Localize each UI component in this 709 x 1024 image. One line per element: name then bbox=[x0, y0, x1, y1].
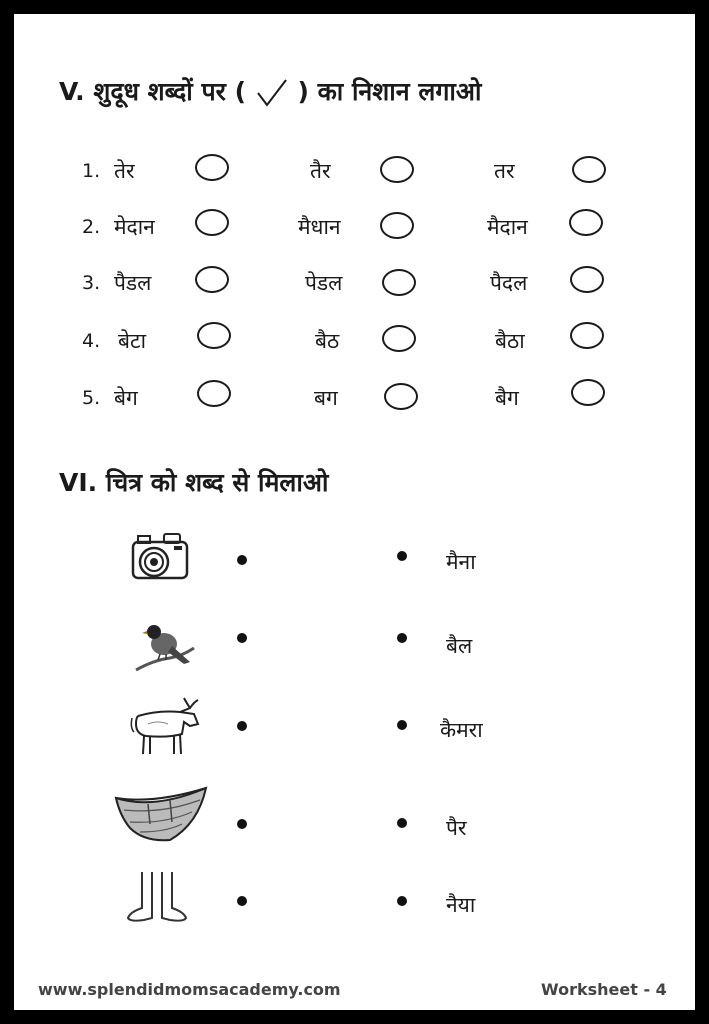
option-word: पेडल bbox=[305, 271, 343, 295]
ox-icon bbox=[128, 694, 206, 758]
answer-circle[interactable] bbox=[570, 266, 604, 293]
option-word: बैठ bbox=[315, 329, 340, 353]
match-dot-left[interactable] bbox=[237, 555, 247, 565]
option-word: मैदान bbox=[487, 215, 528, 239]
option-word: बग bbox=[314, 386, 338, 410]
match-dot-right[interactable] bbox=[397, 551, 407, 561]
footer-website: www.splendidmomsacademy.com bbox=[38, 980, 341, 999]
match-dot-left[interactable] bbox=[237, 896, 247, 906]
option-word: तर bbox=[494, 159, 515, 183]
answer-circle[interactable] bbox=[382, 325, 416, 352]
answer-circle[interactable] bbox=[572, 156, 606, 183]
answer-circle[interactable] bbox=[195, 154, 229, 181]
option-word: तेर bbox=[114, 159, 135, 183]
row-number: 4. bbox=[82, 330, 101, 352]
answer-circle[interactable] bbox=[571, 379, 605, 406]
option-word: तैर bbox=[310, 159, 331, 183]
match-dot-right[interactable] bbox=[397, 633, 407, 643]
answer-circle[interactable] bbox=[570, 322, 604, 349]
row-number: 2. bbox=[82, 216, 101, 238]
tick-mark-icon bbox=[255, 78, 289, 108]
row-number: 5. bbox=[82, 387, 101, 409]
answer-circle[interactable] bbox=[382, 269, 416, 296]
row-number: 3. bbox=[82, 272, 101, 294]
footer-worksheet-label: Worksheet - 4 bbox=[541, 980, 667, 999]
option-word: बैठा bbox=[495, 329, 525, 353]
match-dot-left[interactable] bbox=[237, 633, 247, 643]
match-dot-left[interactable] bbox=[237, 721, 247, 731]
worksheet-page bbox=[14, 14, 695, 1010]
option-word: बैग bbox=[495, 386, 519, 410]
answer-circle[interactable] bbox=[384, 383, 418, 410]
answer-circle[interactable] bbox=[380, 156, 414, 183]
answer-circle[interactable] bbox=[380, 212, 414, 239]
option-word: पैदल bbox=[490, 271, 528, 295]
option-word: मैधान bbox=[298, 215, 341, 239]
answer-circle[interactable] bbox=[195, 266, 229, 293]
answer-circle[interactable] bbox=[197, 322, 231, 349]
match-dot-right[interactable] bbox=[397, 896, 407, 906]
section-6-title: VI. चित्र को शब्द से मिलाओ bbox=[59, 468, 329, 497]
answer-circle[interactable] bbox=[569, 209, 603, 236]
option-word: पैडल bbox=[114, 271, 152, 295]
section-5-title: V. शुदूध शब्दों पर ( ) का निशान लगाओ bbox=[59, 77, 482, 106]
option-word: बेग bbox=[114, 386, 138, 410]
match-word: बैल bbox=[446, 634, 473, 658]
feet-icon bbox=[124, 870, 190, 924]
option-word: बेटा bbox=[118, 329, 147, 353]
answer-circle[interactable] bbox=[197, 380, 231, 407]
match-dot-right[interactable] bbox=[397, 720, 407, 730]
match-word: नैया bbox=[446, 893, 476, 917]
match-word: पैर bbox=[446, 816, 467, 840]
camera-icon bbox=[130, 530, 190, 582]
match-word: मैना bbox=[446, 550, 476, 574]
row-number: 1. bbox=[82, 160, 101, 182]
bird-icon bbox=[134, 618, 196, 674]
match-dot-left[interactable] bbox=[237, 819, 247, 829]
boat-icon bbox=[114, 784, 210, 846]
match-dot-right[interactable] bbox=[397, 818, 407, 828]
option-word: मेदान bbox=[114, 215, 155, 239]
answer-circle[interactable] bbox=[195, 209, 229, 236]
match-word: कैमरा bbox=[440, 718, 483, 742]
